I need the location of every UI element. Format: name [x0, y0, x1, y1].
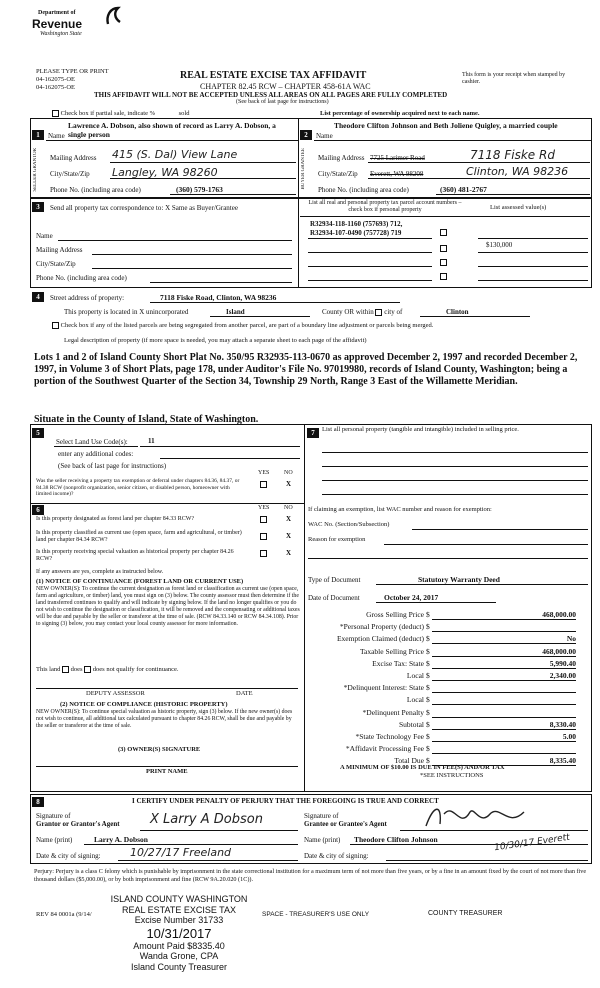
- forest-yes-checkbox[interactable]: [260, 516, 267, 523]
- doc-type-label: Type of Document: [308, 576, 361, 584]
- stamp-line-7: Island County Treasurer: [130, 961, 228, 972]
- forest-question: Is this property designated as forest land per chapter 84.33 RCW?: [36, 516, 195, 522]
- tax-label: Subtotal: [398, 719, 424, 729]
- buyer-name-label: Name: [316, 132, 333, 140]
- grantee-sig-l1: Signature of: [304, 812, 339, 820]
- tax-currency: $: [426, 634, 430, 644]
- notice1-title: (1) NOTICE OF CONTINUANCE (FOREST LAND OR CURRENT USE): [36, 578, 244, 585]
- tax-value[interactable]: No: [432, 634, 576, 644]
- forest-no-answer[interactable]: X: [286, 515, 292, 523]
- does-checkbox[interactable]: [62, 666, 69, 673]
- county-or-within: [322, 308, 402, 316]
- s3-city-label: City/State/Zip: [36, 260, 76, 268]
- tax-value[interactable]: [432, 683, 576, 693]
- tax-row: [306, 683, 590, 694]
- tax-value[interactable]: 8,330.40: [432, 720, 576, 730]
- buyer-mailing-struck: 7725 Larimer Road: [370, 154, 425, 162]
- tax-value[interactable]: 468,000.00: [432, 610, 576, 620]
- seller-city[interactable]: Langley, WA 98260: [112, 166, 218, 179]
- s5-yes-header: YES: [258, 470, 270, 476]
- doc-type: Statutory Warranty Deed: [418, 575, 500, 584]
- historic-yes-checkbox[interactable]: [260, 550, 267, 557]
- stamp-line-4: 10/31/2017: [146, 925, 212, 941]
- partial-sale-checkbox[interactable]: [52, 110, 59, 117]
- tax-value[interactable]: [432, 744, 576, 754]
- certify-text: I CERTIFY UNDER PENALTY OF PERJURY THAT THE FOREGOING IS TRUE AND CORRECT: [132, 797, 439, 805]
- historic-no-answer[interactable]: X: [286, 549, 292, 557]
- grantor-date[interactable]: 10/27/17 Freeland: [130, 846, 232, 859]
- seller-mailing[interactable]: 415 (S. Dal) View Lane: [112, 148, 238, 161]
- tax-value[interactable]: [432, 708, 576, 718]
- notice2-title: (2) NOTICE OF COMPLIANCE (HISTORIC PROPERTY): [60, 701, 228, 708]
- grantor-sig-l2: Grantor or Grantor's Agent: [36, 820, 120, 828]
- partial-sale-row: [52, 110, 190, 117]
- tax-row: [306, 695, 590, 706]
- tax-label: *Delinquent Penalty: [362, 707, 424, 717]
- tax-label: Total Due: [394, 756, 424, 766]
- city-value: Clinton: [446, 308, 469, 316]
- seller-name-label: Name: [48, 132, 65, 140]
- tax-label: Exemption Claimed (deduct): [336, 634, 424, 644]
- tax-row: [306, 744, 590, 755]
- parcel-2: R32934-107-0490 (757728) 719: [310, 229, 402, 237]
- tax-row: [306, 622, 590, 633]
- section-7-number: 7: [307, 428, 319, 438]
- does-not-label: does not qualify for continuance.: [92, 666, 179, 673]
- s3-phone-label: Phone No. (including area code): [36, 274, 127, 282]
- notice1-body: NEW OWNER(S): To continue the current designation as forest land or classification as current use (open space, farm and agriculture, or timber) land, you must sign on (3) below. The county assessor must then determine if the land transferred continues to qualify and will indicate by signing below. If the land no longer qualifies or you do not wish to continue the designation or classification, it will be removed and the compensating or additional taxes will be due and payable by the seller or transferor at the time of sale. (RCW 84.33.140 or RCW 84.34.108). Prior to signing (3) below, you may contact your local county assessor for more information.: [36, 586, 300, 627]
- additional-codes: enter any additional codes:: [58, 450, 134, 458]
- s3-name-label: Name: [36, 232, 53, 240]
- tax-value[interactable]: 5,990.40: [432, 659, 576, 669]
- personal-property-label: List all personal property (tangible and intangible) included in selling price.: [322, 426, 519, 433]
- stamp-line-1: ISLAND COUNTY WASHINGTON: [110, 894, 248, 904]
- tax-row: [306, 720, 590, 731]
- tax-value[interactable]: 2,340.00: [432, 671, 576, 681]
- seller-city-label: City/State/Zip: [50, 170, 90, 178]
- situate: Situate in the County of Island, State of Washington.: [34, 414, 259, 425]
- exemption-no-answer[interactable]: X: [286, 480, 292, 488]
- parcel-1: R32934-118-1160 (757693) 712,: [310, 220, 403, 228]
- parcel-header: List all real and personal property tax parcel account numbers – check box if personal property: [308, 200, 462, 213]
- tax-row: [306, 634, 590, 645]
- historic-question: Is this property receiving special valuation as historical property per chapter 84.26 RCW?: [36, 549, 234, 562]
- seller-phone[interactable]: (360) 579-1763: [176, 185, 223, 194]
- buyer-side-label: BUYER GRANTEE: [301, 148, 306, 190]
- current-use-yes-checkbox[interactable]: [260, 533, 267, 540]
- logo-name: Revenue: [32, 17, 83, 31]
- segregated-row: [52, 322, 433, 329]
- parcel-3-checkbox[interactable]: [440, 245, 447, 252]
- tax-currency: $: [426, 658, 430, 668]
- grantor-name: Larry A. Dobson: [94, 835, 148, 844]
- buyer-mailing-new[interactable]: 7118 Fiske Rd: [470, 148, 555, 162]
- wac-label: WAC No. (Section/Subsection): [308, 521, 390, 528]
- logo-dept: Department of: [38, 10, 76, 16]
- city-of-label: city of: [384, 308, 403, 316]
- tax-currency: $: [426, 683, 430, 693]
- buyer-mailing-label: Mailing Address: [318, 154, 365, 162]
- parcel-2-checkbox[interactable]: [440, 229, 447, 236]
- current-use-no-answer[interactable]: X: [286, 532, 292, 540]
- stamp-line-5: Amount Paid $8335.40: [133, 940, 225, 951]
- tax-currency: $: [426, 671, 430, 680]
- s5-no-header: NO: [284, 470, 293, 476]
- if-yes-note: If any answers are yes, complete as instructed below.: [36, 569, 164, 575]
- tax-label: *Personal Property (deduct): [339, 622, 424, 632]
- see-back: (See back of last page for instructions): [236, 99, 329, 105]
- receipt-note: This form is your receipt when stamped by cashier.: [462, 72, 566, 85]
- form-rev: REV 84 0001a (9/14/: [36, 911, 92, 918]
- tax-label: Taxable Selling Price: [359, 646, 424, 656]
- tax-row: [306, 610, 590, 621]
- treasurer-space: SPACE - TREASURER'S USE ONLY: [262, 911, 370, 918]
- grantee-sig-label: [304, 812, 387, 828]
- grantor-sig-l1: Signature of: [36, 812, 71, 820]
- sold-label: sold: [178, 110, 190, 117]
- grantor-signature[interactable]: X Larry A Dobson: [150, 812, 263, 827]
- seller-mailing-label: Mailing Address: [50, 154, 97, 162]
- land-use-value[interactable]: 11: [148, 437, 155, 445]
- county-value: Island: [226, 308, 245, 316]
- segregated-checkbox[interactable]: [52, 322, 59, 329]
- grantee-date-label: Date & city of signing:: [304, 852, 369, 860]
- section-3-number: 3: [32, 202, 44, 212]
- tax-currency: $: [426, 622, 430, 632]
- segregated-label: Check box if any of the listed parcels are being segregated from another parcel, are part of a boundary line adjustment or parcels being merged.: [60, 322, 434, 329]
- parcel-4-checkbox[interactable]: [440, 259, 447, 266]
- s3-mailing-label: Mailing Address: [36, 246, 83, 254]
- current-use-question: Is this property classified as current use (open space, farm and agricultural, or timber) land per chapter 84.34 RCW?: [36, 530, 242, 543]
- tax-label: *Delinquent Interest: State: [343, 683, 424, 693]
- tax-value[interactable]: 468,000.00: [432, 647, 576, 657]
- stamp-line-2: REAL ESTATE EXCISE TAX: [121, 904, 237, 915]
- tax-value[interactable]: [432, 695, 576, 705]
- stamp-line-3: Excise Number 31733: [134, 915, 224, 925]
- tax-label: *Affidavit Processing Fee: [345, 744, 424, 754]
- tax-currency: $: [426, 719, 430, 729]
- section-5-number: 5: [32, 428, 44, 438]
- deputy-assessor: DEPUTY ASSESSOR: [86, 690, 145, 697]
- buyer-name: Theodore Clifton Johnson and Beth Joliene Quigley, a married couple: [334, 121, 558, 130]
- s6-yes-header: YES: [258, 505, 270, 511]
- grantor-name-label: Name (print): [36, 836, 73, 844]
- correspondence: Send all property tax correspondence to: X Same as Buyer/Grantee: [50, 204, 238, 212]
- logo-mark-icon: [104, 6, 122, 26]
- s6-no-header: NO: [284, 505, 293, 511]
- tax-currency: $: [426, 610, 430, 619]
- legal-label: Legal description of property (if more space is needed, you may attach a separate sheet to each page of the affidavit): [64, 337, 367, 344]
- tax-label: Local: [406, 695, 424, 705]
- seller-phone-label: Phone No. (including area code): [50, 186, 141, 194]
- section-2-number: 2: [300, 130, 312, 140]
- type-print: PLEASE TYPE OR PRINT: [36, 68, 109, 75]
- seller-name: Lawrence A. Dobson, also shown of record as Larry A. Dobson, a single person: [68, 121, 276, 139]
- exemption-question: Was the seller receiving a property tax exemption or deferral under chapters 84.36, 84.37, or 84.38 RCW (nonprofit organization, senior citizen, or disabled person, homeowner with limited income)?: [36, 478, 240, 497]
- grantee-signature[interactable]: [420, 800, 540, 832]
- tax-currency: $: [426, 707, 430, 717]
- land-use-label: Select Land Use Code(s):: [56, 438, 128, 446]
- tax-see: *SEE INSTRUCTIONS: [420, 772, 484, 779]
- tax-label: Local: [406, 671, 424, 680]
- deputy-date: DATE: [236, 690, 253, 697]
- tax-row: [306, 647, 590, 658]
- street-label: Street address of property:: [50, 294, 125, 302]
- tax-label: Gross Selling Price: [366, 610, 424, 619]
- form-subtitle: CHAPTER 82.45 RCW – CHAPTER 458-61A WAC: [200, 82, 371, 91]
- tax-value[interactable]: 8,335.40: [432, 756, 576, 766]
- grantor-sig-label: [36, 812, 120, 828]
- treasurer-stamp: [98, 894, 260, 972]
- ownership-note: List percentage of ownership acquired next to each name.: [320, 110, 480, 117]
- form-id-1: 04-162075-OE: [36, 76, 75, 83]
- tax-label: *State Technology Fee: [355, 732, 424, 741]
- tax-currency: $: [426, 695, 430, 705]
- exemption-yes-checkbox[interactable]: [260, 481, 267, 488]
- county-label: County OR within: [322, 308, 374, 316]
- tax-value[interactable]: 5.00: [432, 732, 576, 742]
- buyer-city-struck: Everett, WA 98208: [370, 170, 424, 178]
- tax-currency: $: [426, 732, 430, 741]
- grantee-name-label: Name (print): [304, 836, 341, 844]
- tax-currency: $: [426, 744, 430, 754]
- section-4-number: 4: [32, 292, 44, 302]
- tax-minimum: A MINIMUM OF $10.00 IS DUE IN FEE(S) AND/OR TAX: [340, 764, 505, 771]
- does-label: does: [70, 666, 83, 673]
- land-use-see-back: (See back of last page for instructions): [58, 462, 167, 470]
- assessed-header: List assessed value(s): [490, 204, 547, 211]
- section-8-number: 8: [32, 797, 44, 807]
- legal-description: Lots 1 and 2 of Island County Short Plat No. 350/95 R32935-113-0670 as approved December 2, 1997 and recorded December 2, 1997, in Volume 3 of Short Plats, page 178, under Auditor's File No. 97019980, records of Island County, Washington; being a portion of the Southwest Quarter of the Section 34, Township 29 North, Range 3 East of the Willamette Meridian.: [34, 352, 578, 387]
- buyer-phone-label: Phone No. (including area code): [318, 186, 409, 194]
- notice2-body: NEW OWNER(S): To continue special valuation as historic property, sign (3) below. If the new owner(s) does not wish to continue, all additional tax calculated pursuant to chapter 84.26 RCW, shall be due and payable by the seller or transferor at the time of sale.: [36, 709, 293, 729]
- owner-signature-label: (3) OWNER(S) SIGNATURE: [118, 746, 201, 753]
- perjury-note: Perjury: Perjury is a class C felony which is punishable by imprisonment in the state correctional institution for a maximum term of not more than five years, or by a fine in an amount fixed by the court of not more than five thousand dollars ($5,000.00), or by both imprisonment and fine (RCW 9A.20.020 (1C)).: [34, 868, 587, 883]
- print-name-label: PRINT NAME: [146, 768, 188, 775]
- assessed-value: $130,000: [486, 241, 513, 249]
- stamp-line-6: Wanda Grone, CPA: [139, 951, 219, 961]
- section-1-number: 1: [32, 130, 44, 140]
- logo-state: Washington State: [40, 31, 82, 37]
- grantee-name: Theodore Clifton Johnson: [354, 835, 438, 844]
- city-of-checkbox[interactable]: [375, 309, 382, 316]
- form-id-2: 04-162075-OE: [36, 84, 75, 91]
- partial-sale-label: Check box if partial sale, indicate %: [60, 110, 156, 117]
- grantee-sig-l2: Grantee or Grantee's Agent: [304, 820, 387, 828]
- street-address: 7118 Fiske Road, Clinton, WA 98236: [160, 293, 277, 302]
- tax-currency: $: [426, 646, 430, 656]
- tax-label: Excise Tax: State: [372, 658, 424, 668]
- tax-row: [306, 708, 590, 719]
- form-title: REAL ESTATE EXCISE TAX AFFIDAVIT: [180, 70, 367, 81]
- reason-label: Reason for exemption: [308, 536, 366, 543]
- doc-date: October 24, 2017: [384, 593, 439, 602]
- section-6-number: 6: [32, 505, 44, 515]
- tax-row: [306, 659, 590, 670]
- buyer-city-new[interactable]: Clinton, WA 98236: [466, 165, 569, 178]
- buyer-city-label: City/State/Zip: [318, 170, 358, 178]
- tax-currency: $: [426, 756, 430, 766]
- doc-date-label: Date of Document: [308, 594, 360, 602]
- seller-side-label: SELLER GRANTOR: [33, 148, 38, 192]
- county-treasurer: COUNTY TREASURER: [428, 910, 503, 917]
- does-not-checkbox[interactable]: [84, 666, 91, 673]
- warning-text: THIS AFFIDAVIT WILL NOT BE ACCEPTED UNLESS ALL AREAS ON ALL PAGES ARE FULLY COMPLETED: [94, 91, 448, 99]
- tax-value[interactable]: [432, 622, 576, 632]
- grantee-date[interactable]: 10/30/17 Everett: [493, 832, 571, 854]
- continuance-row: [36, 666, 179, 673]
- exemption-claim-label: If claiming an exemption, list WAC number and reason for exemption:: [308, 506, 492, 513]
- grantor-date-label: Date & city of signing:: [36, 852, 101, 860]
- parcel-5-checkbox[interactable]: [440, 273, 447, 280]
- tax-row: [306, 732, 590, 743]
- dor-logo: [32, 6, 102, 36]
- this-land-label: This land: [36, 666, 61, 673]
- buyer-phone[interactable]: (360) 481-2767: [440, 185, 487, 194]
- tax-row: [306, 671, 590, 682]
- located-label: This property is located in X unincorporated: [64, 308, 189, 316]
